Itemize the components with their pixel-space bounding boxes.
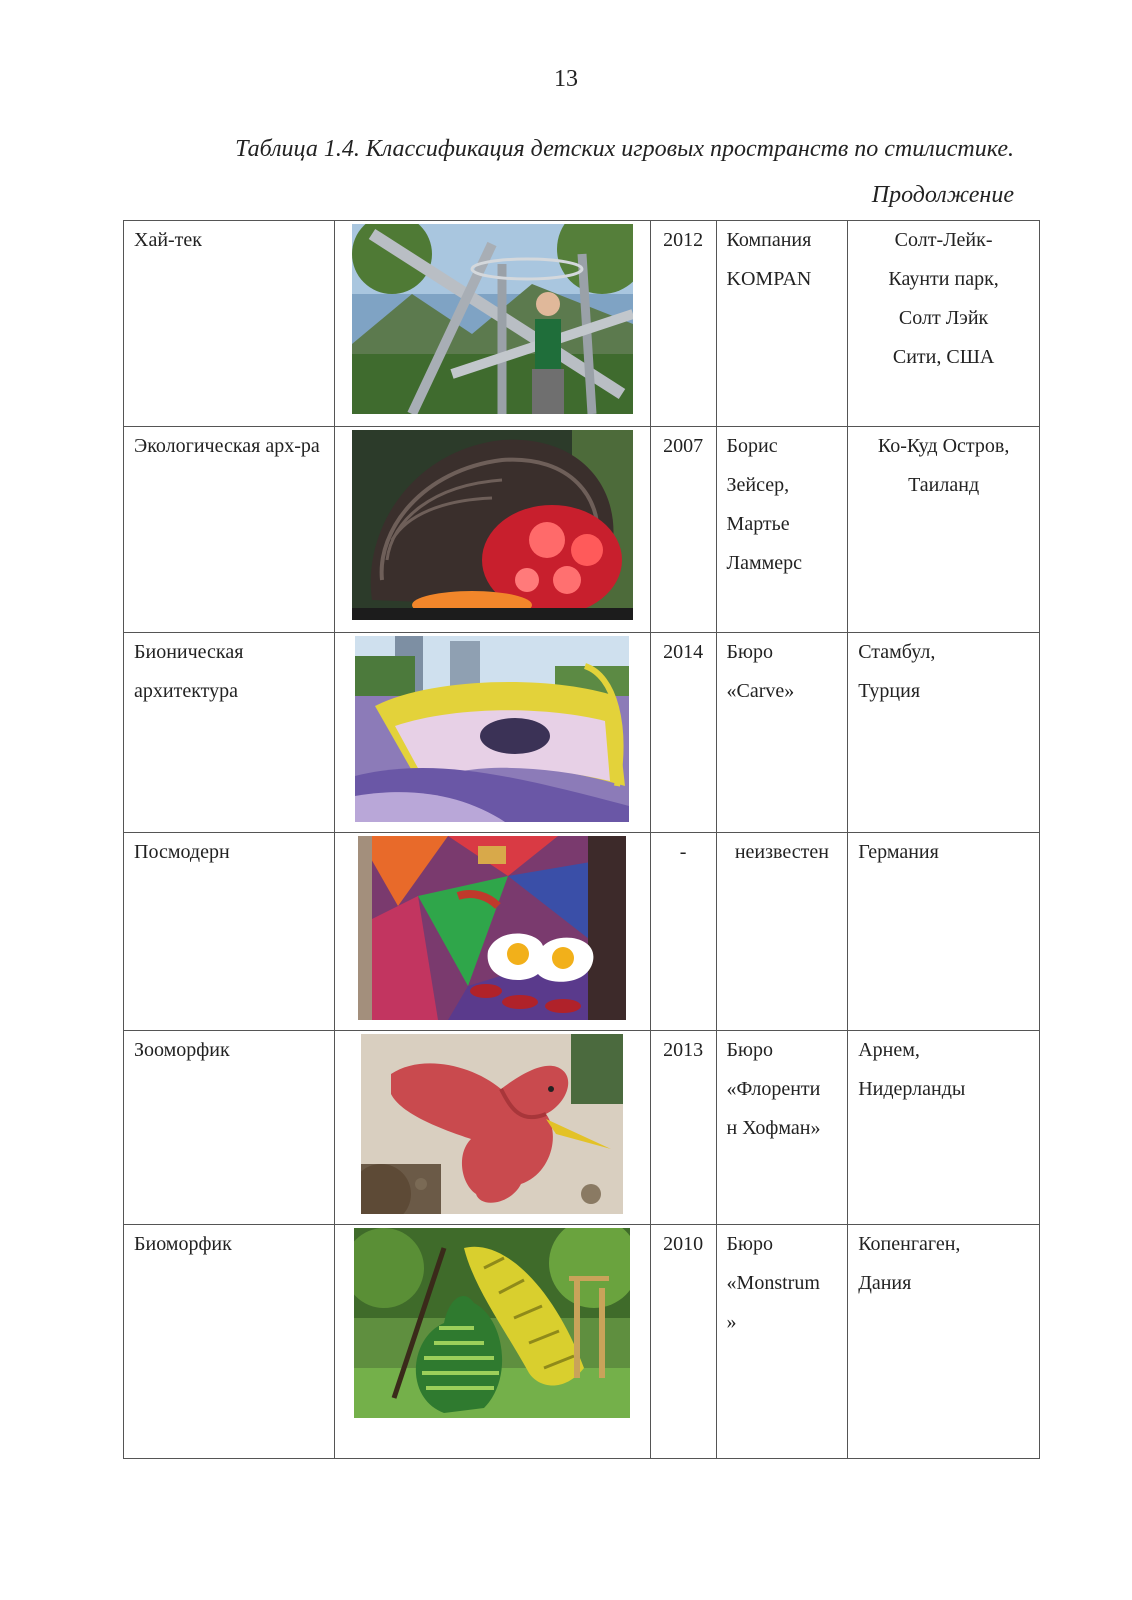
table-row (124, 221, 1040, 427)
author-cell (716, 833, 848, 1031)
author-line: Зейсер, (726, 474, 790, 496)
author-cell (716, 1225, 848, 1459)
style-cell: Биоморфик (124, 1225, 335, 1459)
location-line: Копенгаген, (858, 1233, 961, 1255)
table-row (124, 1031, 1040, 1225)
author-line: «Monstrum (726, 1272, 820, 1294)
author-line: н Хофман» (726, 1117, 821, 1139)
location-line: Ко-Куд Остров, (877, 435, 1010, 457)
photo-zoomorphic-sculpture (361, 1034, 623, 1214)
author-line: Бюро (726, 641, 773, 663)
author-cell (716, 633, 848, 833)
author-line: «Флоренти (726, 1078, 821, 1100)
location-line: Германия (858, 841, 939, 863)
table-row (124, 833, 1040, 1031)
author-line: Бюро (726, 1039, 773, 1061)
author-cell (716, 427, 848, 633)
photo-postmodern-playground (358, 836, 626, 1020)
location-line: Солт Лэйк (898, 307, 989, 329)
year-cell: 2007 (650, 427, 716, 633)
location-cell (848, 427, 1040, 633)
author-line: Компания (726, 229, 812, 251)
year-cell: 2010 (650, 1225, 716, 1459)
year-cell: 2014 (650, 633, 716, 833)
author-line: KOMPAN (726, 268, 812, 290)
style-cell: Посмодерн (124, 833, 335, 1031)
location-line: Солт-Лейк- (894, 229, 993, 251)
location-line: Турция (858, 680, 921, 702)
photo-biomorphic-sculpture (354, 1228, 630, 1418)
year-cell: 2012 (650, 221, 716, 427)
table-row (124, 1225, 1040, 1459)
location-line: Таиланд (908, 474, 980, 496)
year-cell: - (650, 833, 716, 1031)
table-row (124, 633, 1040, 833)
style-cell: Экологическая арх-ра (124, 427, 335, 633)
page-number: 13 (554, 66, 578, 92)
style-classification-table (123, 220, 1040, 1459)
author-cell (716, 1031, 848, 1225)
author-line: » (726, 1311, 737, 1333)
author-line: «Carve» (726, 680, 795, 702)
author-line: Бюро (726, 1233, 773, 1255)
location-line: Сити, США (892, 346, 995, 368)
photo-high-tech-playground (352, 224, 633, 414)
location-line: Дания (858, 1272, 912, 1294)
location-cell (848, 833, 1040, 1031)
table-caption (114, 126, 1014, 218)
location-line: Арнем, (858, 1039, 920, 1061)
location-line: Нидерланды (858, 1078, 966, 1100)
author-line: Ламмерс (726, 552, 803, 574)
style-cell: Бионическая архитектура (124, 633, 335, 833)
author-cell (716, 221, 848, 427)
author-line: Борис (726, 435, 778, 457)
location-line: Стамбул, (858, 641, 936, 663)
style-cell: Зооморфик (124, 1031, 335, 1225)
location-cell (848, 1225, 1040, 1459)
author-line: неизвестен (734, 841, 829, 863)
location-cell (848, 221, 1040, 427)
style-cell: Хай-тек (124, 221, 335, 427)
table-title: Таблица 1.4. Классификация детских игровых пространств по стилистике. (235, 136, 1014, 162)
location-cell (848, 633, 1040, 833)
photo-eco-architecture (352, 430, 633, 620)
author-line: Мартье (726, 513, 790, 535)
table-row (124, 427, 1040, 633)
photo-bionic-architecture (355, 636, 629, 822)
location-line: Каунти парк, (888, 268, 999, 290)
year-cell: 2013 (650, 1031, 716, 1225)
table-continuation-label: Продолжение (871, 182, 1014, 208)
location-cell (848, 1031, 1040, 1225)
